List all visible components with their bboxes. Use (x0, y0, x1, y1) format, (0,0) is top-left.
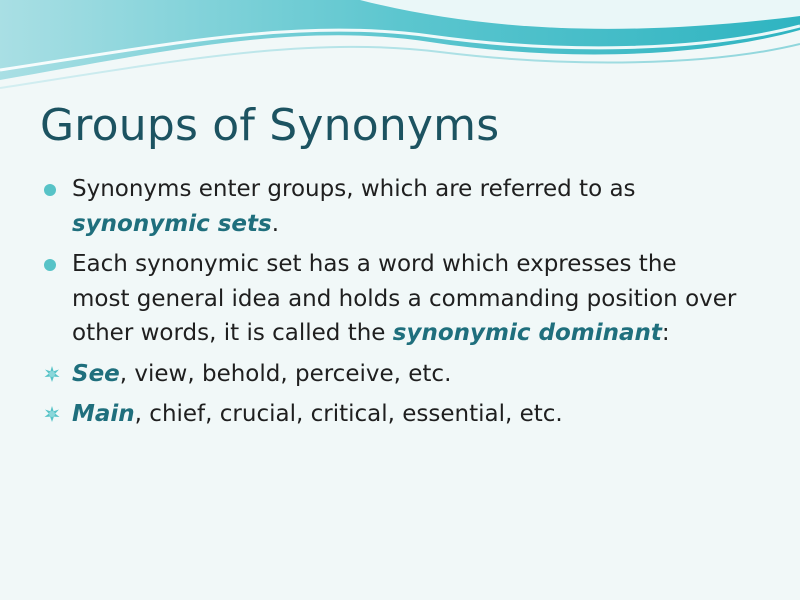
bullet-text: Synonyms enter groups, which are referred to as (72, 176, 636, 202)
bullet-text-end: . (271, 210, 280, 237)
slide-title: Groups of Synonyms (40, 100, 500, 151)
bullet-dot-icon (44, 259, 56, 271)
bullet-item (40, 172, 740, 241)
bullet-sparkle-icon (44, 366, 60, 382)
bullet-dot-icon (44, 184, 56, 196)
bullet-emphasis: See (72, 360, 120, 387)
bullet-emphasis: synonymic dominant (392, 320, 662, 346)
bullet-item (40, 397, 740, 432)
bullet-list (40, 172, 740, 438)
bullet-text-end: , chief, crucial, critical, essential, etc. (134, 401, 563, 427)
bullet-item (40, 357, 740, 392)
header-wave-decoration (0, 0, 800, 100)
bullet-text-end: : (661, 320, 670, 346)
bullet-sparkle-icon (44, 406, 60, 422)
bullet-item (40, 247, 740, 351)
bullet-text: Each synonymic set has a word which expresses the most general idea and holds a commanding position over other words, it is called the (72, 251, 737, 346)
bullet-text-end: , view, behold, perceive, etc. (119, 360, 452, 387)
bullet-emphasis: synonymic sets (72, 210, 272, 237)
bullet-emphasis: Main (72, 401, 135, 427)
